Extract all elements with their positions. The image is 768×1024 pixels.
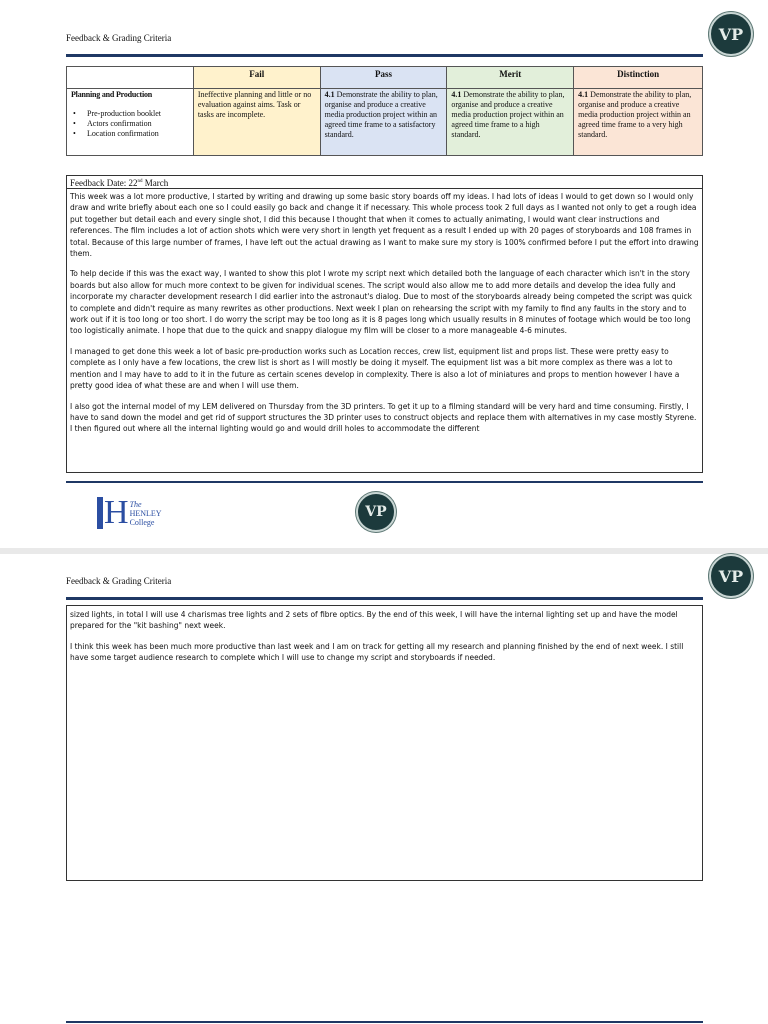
footer-vp-logo-text: VP [365, 504, 387, 520]
footer-rule [66, 481, 703, 483]
feedback-text-continued [67, 606, 702, 664]
pass-criteria-cell [320, 89, 447, 156]
row-title: Planning and Production [71, 90, 153, 99]
pass-criteria-code: 4.1 [324, 90, 335, 99]
distinction-criteria-code: 4.1 [578, 90, 589, 99]
distinction-criteria-cell [574, 89, 703, 156]
henley-college-logo [97, 496, 177, 530]
feedback-paragraph: sized lights, in total I will use 4 charismas tree lights and 2 sets of fibre optics. By the end of this week, I will have the internal lighting set up and have the model prepared for the "kit bashing" next week. [70, 610, 678, 631]
henley-logo-bar [97, 497, 103, 529]
page-2-footer-rule [66, 1021, 703, 1023]
vp-logo [709, 12, 753, 56]
henley-logo-the: The [129, 499, 142, 509]
feedback-text [67, 189, 702, 435]
table-header-row [67, 67, 703, 89]
feedback-date-month: March [142, 178, 169, 188]
henley-logo-words [130, 500, 162, 527]
feedback-paragraph: This week was a lot more productive, I started by writing and drawing up some basic story boards off my ideas. I had lots of ideas I would to get down so I would only draw and write briefly about each one so I could easily go back and change it if necessary. This whole process took 2 full days as I wanted not only to get a rough idea put together but detail each and every single shot, I did this because I thought that when it comes to actually animating, I would want clear instructions and references. The film includes a lot of action shots which were very short in length yet frequent as a result I ended up with 20 pages of storyboards and 108 frames in total. Because of this large number of frames, I have left out the actual drawing as I want to make sure my story is 100% confirmed before I put the effort into drawing them. [70, 192, 699, 259]
header-cell-pass: Pass [320, 67, 447, 89]
henley-logo-letter: H [104, 494, 129, 531]
feedback-date-label: Feedback Date: 22 [70, 178, 138, 188]
page-2-vp-logo [709, 554, 753, 598]
fail-criteria-text: Ineffective planning and little or no evaluation against aims. Task or tasks are incomplete. [197, 90, 312, 119]
row-heading-cell [67, 89, 194, 156]
header-cell-merit: Merit [447, 67, 574, 89]
page-2-header-rule [66, 597, 703, 600]
feedback-box-page-2 [66, 605, 703, 881]
list-item: • Actors confirmation [71, 119, 189, 129]
table-row [67, 89, 703, 156]
henley-logo-college: College [129, 517, 155, 527]
header-cell-distinction: Distinction [574, 67, 703, 89]
pass-criteria-text: Demonstrate the ability to plan, organise and produce a creative media production project within an agreed time frame to a satisfactory standard. [324, 90, 438, 139]
footer-vp-logo [356, 492, 396, 532]
vp-logo-text: VP [718, 24, 744, 44]
feedback-paragraph: I think this week has been much more productive than last week and I am on track for getting all my research and planning finished by the end of next week. I still have some target audience research to complete which I will use to change my script and storyboards if needed. [70, 641, 684, 663]
header-cell-fail: Fail [193, 67, 320, 89]
header-rule [66, 54, 703, 57]
feedback-box-page-1 [66, 175, 703, 473]
feedback-paragraph: To help decide if this was the exact way, I wanted to show this plot I wrote my script next which detailed both the language of each character which isn't in the story boards but also allow for much more context to be given for individual scenes. The script would also allow me to add more details and develop the idea fully and incorporate my character development research I did earlier into the astronaut's dialog. Due to most of the storyboards already being competed the script was quick to complete and didn't require as many rewrites as other productions. Next week I plan on rehearsing the script with my family to find any faults in the story and to work out if it is too long or too short. I do worry the script may be too long as it is 8 pages long which usually results in 8 minutes of footage which would be too long too logistically animate. I hope that due to the quick and snappy dialogue my film will be closer to a more manageable 4-6 minutes. [70, 269, 692, 336]
feedback-paragraph: I also got the internal model of my LEM delivered on Thursday from the 3D printers. To get it up to a filming standard will be very hard and time consuming. Firstly, I have to sand down the model and get rid of support structures the 3D printer uses to construct objects and replace them with alternatives in my case mostly Styrene. I then figured out where all the internal lighting would go and would drill holes to accommodate the different [70, 401, 697, 434]
list-item: • Pre-production booklet [71, 109, 189, 119]
header-cell-empty [67, 67, 194, 89]
fail-criteria-cell [193, 89, 320, 156]
page-2-header-title: Feedback & Grading Criteria [66, 576, 172, 586]
page-2-vp-logo-text: VP [718, 566, 744, 586]
feedback-date [67, 176, 702, 189]
row-bullet-list [71, 109, 189, 139]
merit-criteria-cell [447, 89, 574, 156]
page-header-title: Feedback & Grading Criteria [66, 33, 172, 43]
merit-criteria-code: 4.1 [451, 90, 462, 99]
henley-logo-name: HENLEY [129, 508, 162, 518]
feedback-paragraph: I managed to get done this week a lot of basic pre-production works such as Location recces, crew list, equipment list and props list. These were pretty easy to complete as I only have a few locations, the crew list is short as I will mostly be doing it myself. The equipment list was a bit more complex as there was a lot to mention and I may have to add to it in the future as certain scenes develop in complexity. There is also a lot of miniatures and props to mention however I have a pretty good idea of what these are and when I will use them. [70, 346, 680, 391]
merit-criteria-text: Demonstrate the ability to plan, organise and produce a creative media production project within an agreed time frame to a high standard. [451, 90, 565, 139]
list-item: • Location confirmation [71, 129, 189, 139]
feedback-date-suffix: nd [137, 179, 143, 184]
distinction-criteria-text: Demonstrate the ability to plan, organise and produce a creative media production project within an agreed time frame to a very high standard. [578, 90, 692, 139]
grading-criteria-table [66, 66, 703, 156]
